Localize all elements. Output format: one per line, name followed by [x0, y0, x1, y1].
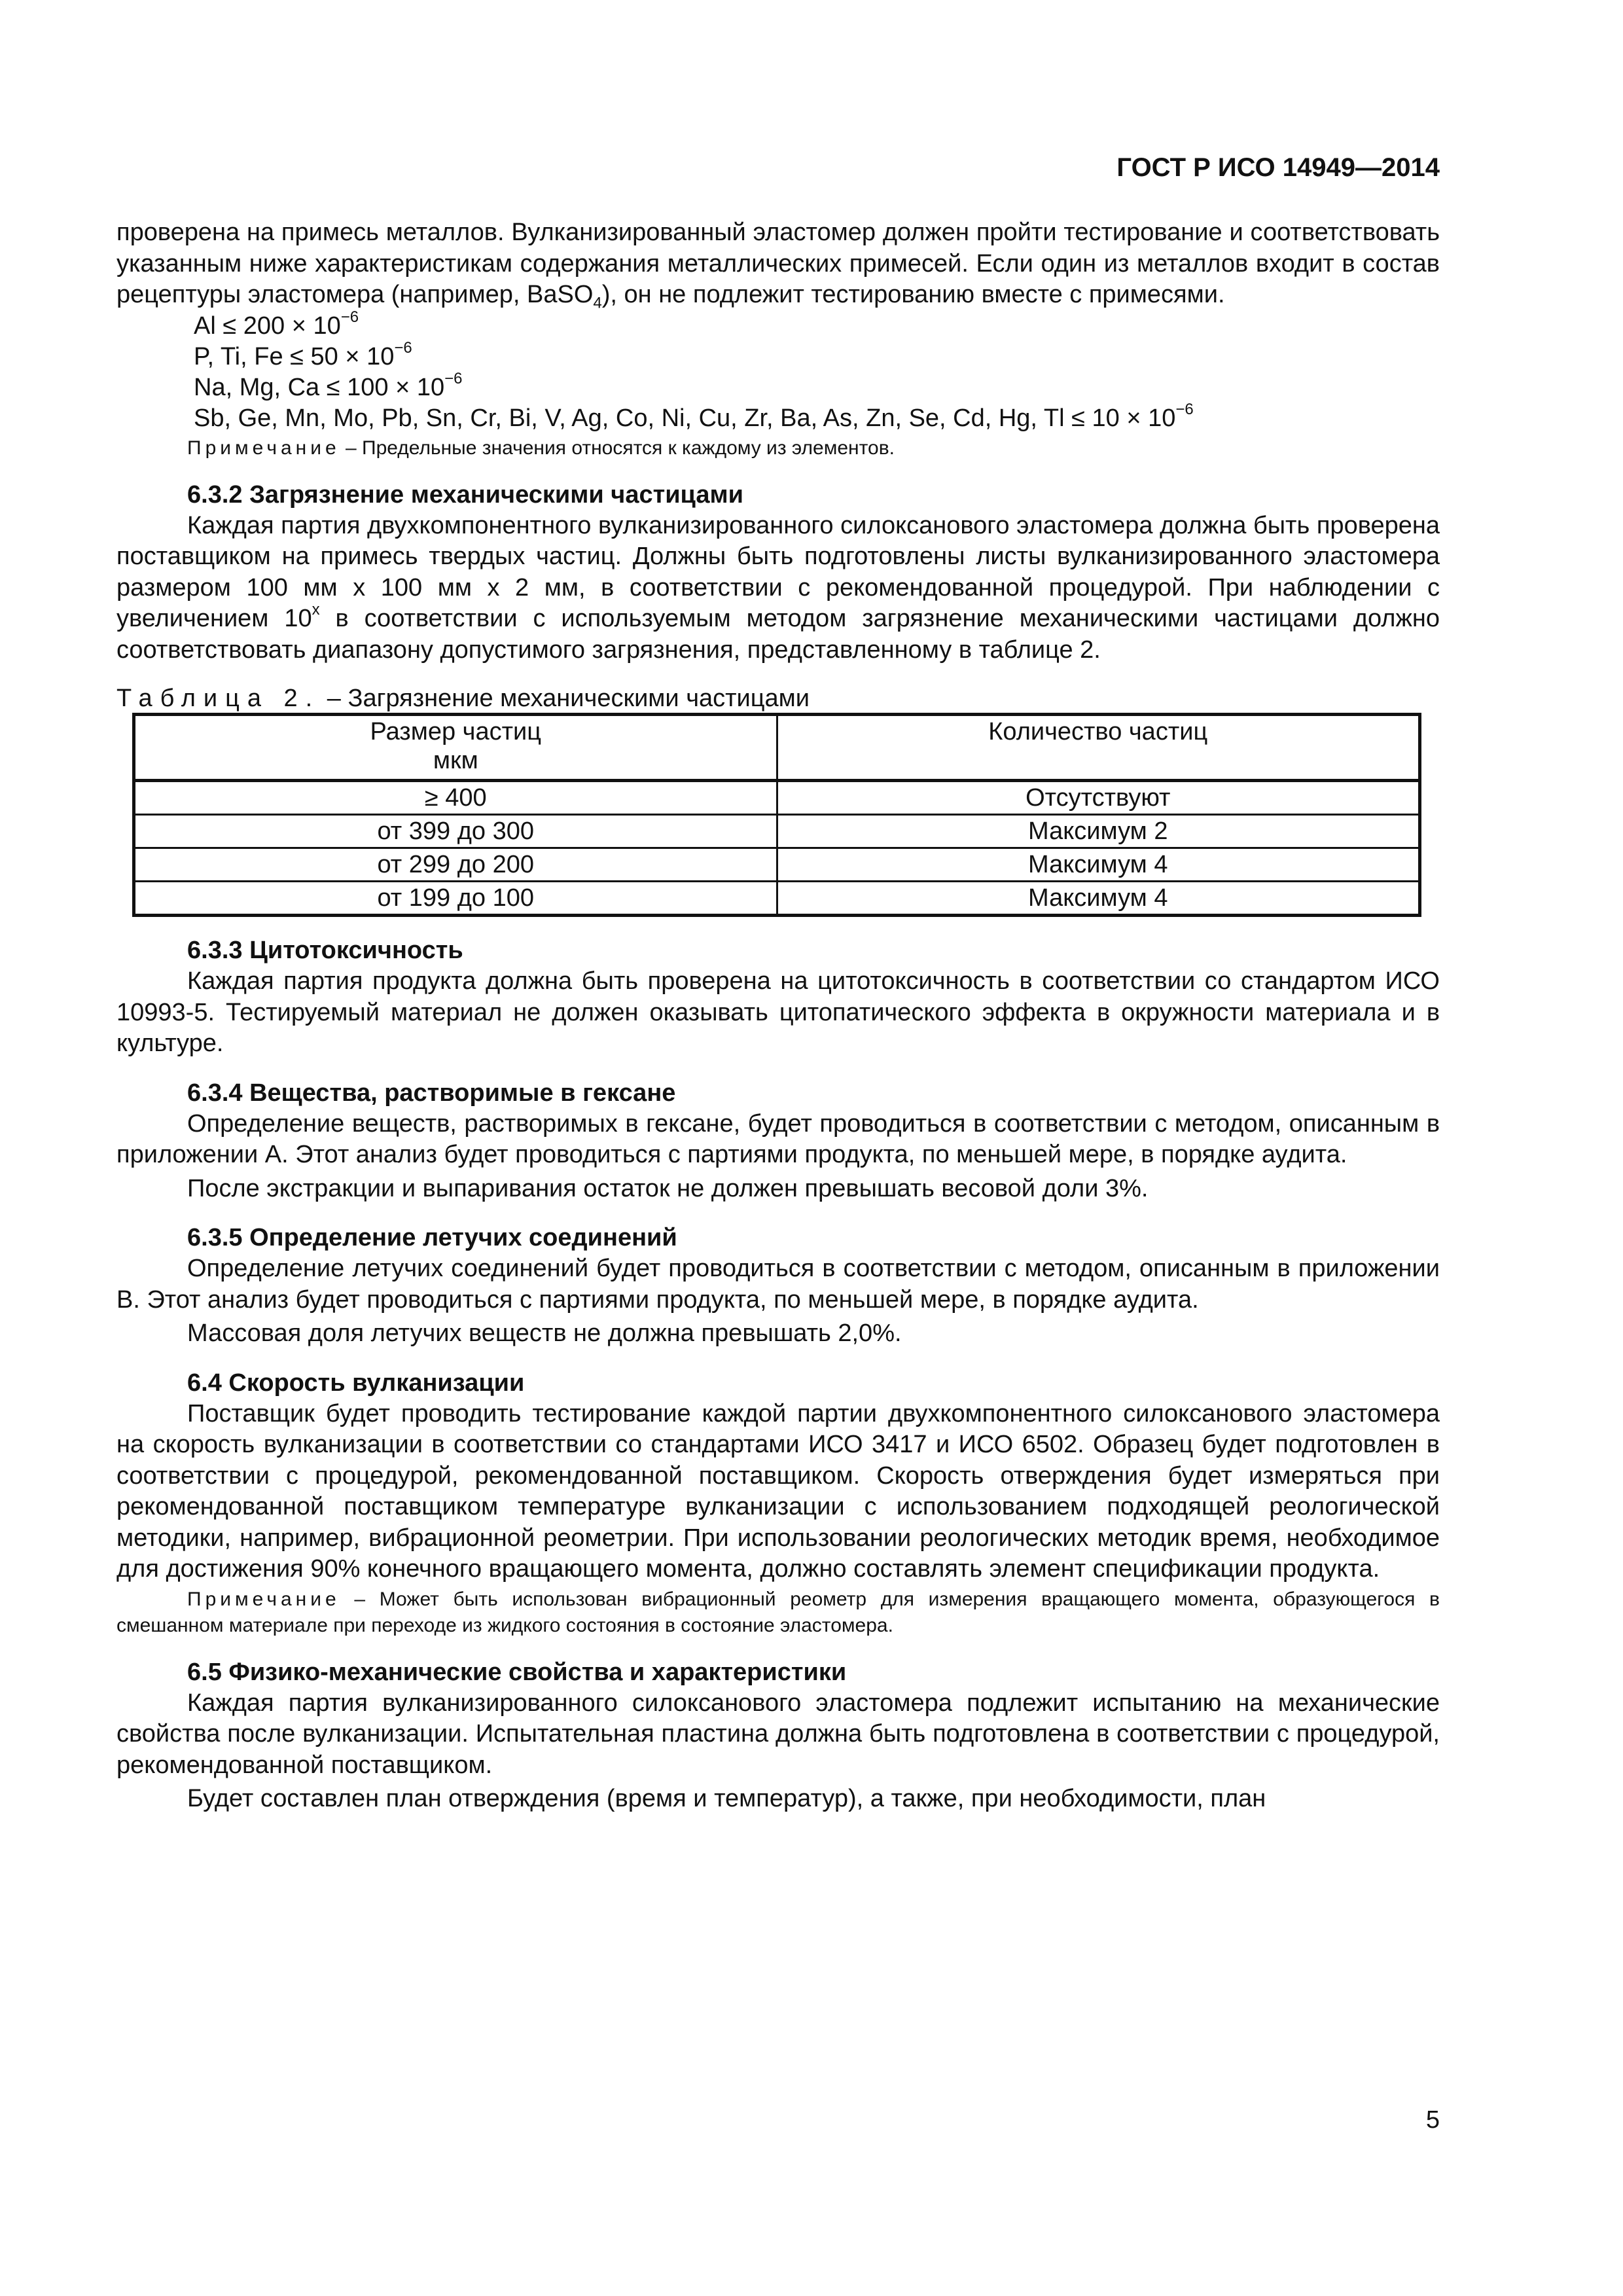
cell-count: Отсутствуют: [777, 781, 1420, 815]
heading-6-5: 6.5 Физико-механические свойства и характеристики: [187, 1658, 847, 1686]
note-limits: Примечание – Предельные значения относятся к каждому из элементов.: [187, 437, 895, 459]
note-rheometer: Примечание – Может быть использован вибрационный реометр для измерения вращающего момента, образующегося в смешанном материале при переходе из жидкого состояния в состояние эластомера.: [116, 1588, 1440, 1636]
table-row: [134, 815, 1420, 848]
cell-size: от 399 до 300: [134, 815, 777, 848]
heading-6-3-2: 6.3.2 Загрязнение механическими частицами: [187, 480, 743, 509]
table-caption: Таблица 2. – Загрязнение механическими частицами: [116, 685, 810, 712]
paragraph-6-3-5-b: Массовая доля летучих веществ не должна превышать 2,0%.: [187, 1319, 902, 1347]
paragraph-6-3-5-a: Определение летучих соединений будет проводиться в соответствии с методом, описанным в приложении В. Этот анализ будет проводиться с партиями продукта, по меньшей мере, в порядке аудита.: [116, 1255, 1440, 1314]
paragraph-6-5-b: Будет составлен план отверждения (время и температур), а также, при необходимости, план: [187, 1785, 1266, 1812]
paragraph-6-3-4-b: После экстракции и выпаривания остаток не должен превышать весовой доли 3%.: [187, 1174, 1149, 1202]
table-row: [134, 781, 1420, 815]
table-row: [134, 848, 1420, 882]
cell-count: Максимум 4: [777, 848, 1420, 882]
cell-count: Максимум 2: [777, 815, 1420, 848]
table-header-row: [134, 715, 1420, 781]
paragraph-6-4: Поставщик будет проводить тестирование каждой партии двухкомпонентного силоксанового эластомера на скорость вулканизации в соответствии со стандартами ИСО 3417 и ИСО 6502. Образец будет подготовлен в соответствии с процедурой, рекомендованной поставщиком. Скорость отверждения будет измеряться при рекомендованной поставщиком температуре вулканизации с использованием подходящей реологической методики, например, вибрационной реометрии. При использовании реологических методик время, необходимое для достижения 90% конечного вращающего момента, должно составлять элемент спецификации продукта.: [116, 1399, 1440, 1583]
heading-6-4: 6.4 Скорость вулканизации: [187, 1369, 525, 1397]
limit-heavy-metals: Sb, Ge, Mn, Mo, Pb, Sn, Cr, Bi, V, Ag, Co, Ni, Cu, Zr, Ba, As, Zn, Se, Cd, Hg, $Tl \le 10 \times 10^{-6}$: [194, 400, 1194, 432]
cell-size: ≥ 400: [134, 781, 777, 815]
heading-6-3-5: 6.3.5 Определение летучих соединений: [187, 1224, 677, 1251]
limit-na-mg-ca: Na, Mg, $Ca \le 100 \times 10^{-6}$: [194, 369, 463, 401]
cell-size: от 299 до 200: [134, 848, 777, 882]
limit-p-ti-fe: P, Ti, $Fe \le 50 \times 10^{-6}$: [194, 338, 412, 370]
table-row: [134, 882, 1420, 916]
limit-al: $Al \le 200 \times 10^{-6}$: [194, 308, 359, 340]
heading-6-3-3: 6.3.3 Цитотоксичность: [187, 937, 463, 964]
page-number: 5: [1425, 2106, 1440, 2134]
document-body: [116, 217, 1440, 1815]
header-particle-size: Размер частиц мкм: [134, 715, 777, 781]
paragraph-6-3-4-a: Определение веществ, растворимых в гексане, будет проводиться в соответствии с методом, описанным в приложении А. Этот анализ будет проводиться с партиями продукта, по меньшей мере, в порядке аудита.: [116, 1109, 1440, 1168]
paragraph-6-3-3: Каждая партия продукта должна быть проверена на цитотоксичность в соответствии со стандартом ИСО 10993-5. Тестируемый материал не должен оказывать цитопатического эффекта в окружности материала и в культуре.: [116, 967, 1440, 1057]
paragraph-6-5-a: Каждая партия вулканизированного силоксанового эластомера подлежит испытанию на механические свойства после вулканизации. Испытательная пластина должна быть подготовлена в соответствии с процедурой, рекомендованной поставщиком.: [116, 1689, 1440, 1779]
heading-6-3-4: 6.3.4 Вещества, растворимые в гексане: [187, 1079, 676, 1107]
cell-size: от 199 до 100: [134, 882, 777, 916]
cell-count: Максимум 4: [777, 882, 1420, 916]
document-code: ГОСТ Р ИСО 14949—2014: [1116, 153, 1440, 182]
intro-paragraph: проверена на примесь металлов. Вулканизированный эластомер должен пройти тестирование и соответствовать указанным ниже характеристикам содержания металлических примесей. Если один из металлов входит в состав рецептуры эластомера (например, BaSO$_4$), он не подлежит тестированию вместе с примесями.: [116, 219, 1440, 312]
metal-limits-list: [116, 308, 1440, 434]
header-particle-count: Количество частиц: [777, 715, 1420, 781]
contamination-table: [132, 713, 1421, 917]
paragraph-6-3-2: Каждая партия двухкомпонентного вулканизированного силоксанового эластомера должна быть проверена поставщиком на примесь твердых частиц. Должны быть подготовлены листы вулканизированного эластомера размером 100 мм х 100 мм х 2 мм, в соответствии с рекомендованной процедурой. При наблюдении с увеличением $10^х$ в соответствии с используемым методом загрязнение механическими частицами должно соответствовать диапазону допустимого загрязнения, представленному в таблице 2.: [116, 511, 1440, 664]
